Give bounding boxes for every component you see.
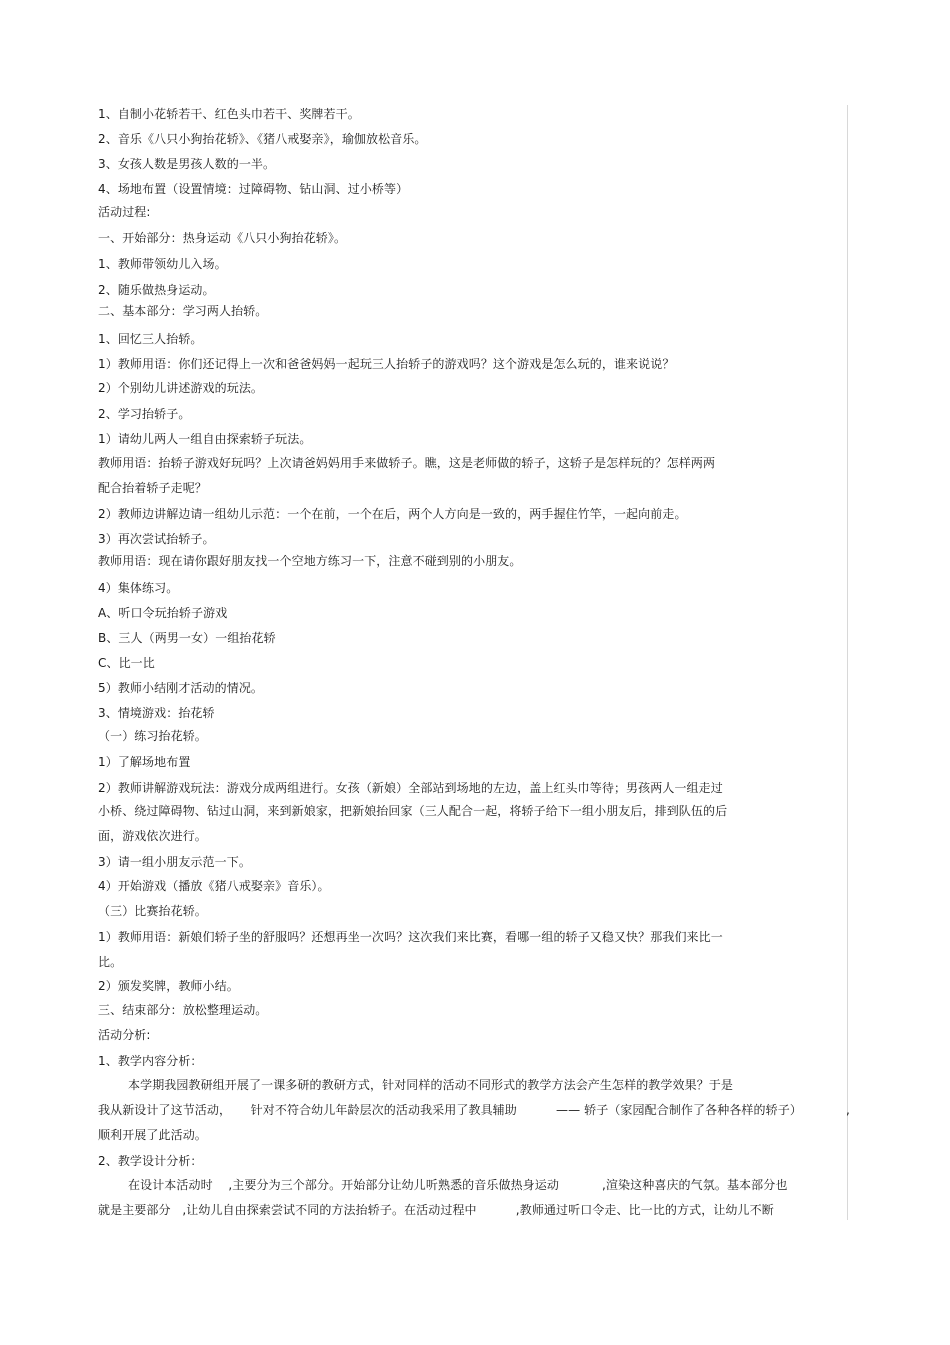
text-line: 3）请一组小朋友示范一下。	[98, 855, 251, 869]
text-line: 4、场地布置（设置情境：过障碍物、钻山洞、过小桥等）	[98, 182, 409, 196]
text-line: 2）个别幼儿讲述游戏的玩法。	[98, 381, 264, 395]
text-line: 配合抬着轿子走呢？	[98, 481, 207, 495]
text-line: 4）集体练习。	[98, 581, 179, 595]
text-line: 2）教师边讲解边请一组幼儿示范：一个在前，一个在后，两个人方向是一致的，两手握住竹竿，一起向前走。	[98, 507, 687, 521]
text-line: 教师用语：现在请你跟好朋友找一个空地方练习一下，注意不碰到别的小朋友。	[98, 554, 522, 568]
text-line: 1）教师用语：你们还记得上一次和爸爸妈妈一起玩三人抬轿子的游戏吗？这个游戏是怎么玩的，谁来说说？	[98, 357, 675, 371]
text-line: 2）颁发奖牌，教师小结。	[98, 979, 239, 993]
text-line: 3、情境游戏：抬花轿	[98, 706, 215, 720]
text-line: 1、回忆三人抬轿。	[98, 332, 203, 346]
text-line: 1）请幼儿两人一组自由探索轿子玩法。	[98, 432, 312, 446]
section-heading: 活动分析:	[98, 1028, 151, 1042]
text-line: A、听口令玩抬轿子游戏	[98, 606, 228, 620]
paragraph-line: 本学期我园教研组开展了一课多研的教研方式，针对同样的活动不同形式的教学方法会产生怎样的教学效果？于是	[128, 1078, 734, 1092]
text-line: B、三人（两男一女）一组抬花轿	[98, 631, 276, 645]
text-line: 教师用语：抬轿子游戏好玩吗？上次请爸妈妈用手来做轿子。瞧，这是老师做的轿子，这轿子是怎样玩的？怎样两两	[98, 456, 716, 470]
text-line: 3、女孩人数是男孩人数的一半。	[98, 157, 276, 171]
text-line: 1、自制小花轿若干、红色头巾若干、奖牌若干。	[98, 107, 360, 121]
text-line: 面，游戏依次进行。	[98, 829, 207, 843]
text-line: C、比一比	[98, 656, 155, 670]
text-line: 比。	[98, 955, 123, 969]
text-line: 2、教学设计分析：	[98, 1154, 203, 1168]
text-line: 小桥、绕过障碍物、钻过山洞，来到新娘家，把新娘抬回家（三人配合一起，将轿子给下一组小朋友后，排到队伍的后	[98, 804, 728, 818]
text-line: 5）教师小结刚才活动的情况。	[98, 681, 264, 695]
text-line: 2、音乐《八只小狗抬花轿》、《猪八戒娶亲》，瑜伽放松音乐。	[98, 132, 427, 146]
text-line: 2、学习抬轿子。	[98, 407, 191, 421]
section-heading: 二、基本部分：学习两人抬轿。	[98, 304, 268, 318]
paragraph-line: 顺利开展了此活动。	[98, 1128, 207, 1142]
paragraph-line: 就是主要部分 ,让幼儿自由探索尝试不同的方法抬轿子。在活动过程中 ,教师通过听口令走、比一比的方式，让幼儿不断	[98, 1203, 774, 1217]
text-line: 2、随乐做热身运动。	[98, 283, 215, 297]
paragraph-line: 我从新设计了这节活动， 针对不符合幼儿年龄层次的活动我采用了教具辅助 —— 轿子（家园配合制作了各种各样的轿子）	[98, 1103, 802, 1117]
text-line: 1、教师带领幼儿入场。	[98, 257, 227, 271]
text-line: （一）练习抬花轿。	[98, 729, 207, 743]
page-right-border	[847, 105, 848, 1220]
section-heading: 三、结束部分：放松整理运动。	[98, 1003, 268, 1017]
text-line: 3）再次尝试抬轿子。	[98, 532, 215, 546]
paragraph-line: 在设计本活动时 ,主要分为三个部分。开始部分让幼儿听熟悉的音乐做热身运动 ,渲染这种喜庆的气氛。基本部分也	[128, 1178, 788, 1192]
text-line: （三）比赛抬花轿。	[98, 904, 207, 918]
text-line: 1、教学内容分析：	[98, 1054, 203, 1068]
trailing-comma: ,	[846, 1103, 850, 1117]
text-line: 1）了解场地布置	[98, 755, 191, 769]
text-line: 2）教师讲解游戏玩法：游戏分成两组进行。女孩（新娘）全部站到场地的左边，盖上红头巾等待；男孩两人一组走过	[98, 781, 723, 795]
section-heading: 一、开始部分：热身运动《八只小狗抬花轿》。	[98, 231, 347, 245]
text-line: 1）教师用语：新娘们轿子坐的舒服吗？还想再坐一次吗？这次我们来比赛，看哪一组的轿子又稳又快？那我们来比一	[98, 930, 723, 944]
text-line: 4）开始游戏（播放《猪八戒娶亲》音乐）。	[98, 879, 330, 893]
section-heading: 活动过程:	[98, 205, 151, 219]
